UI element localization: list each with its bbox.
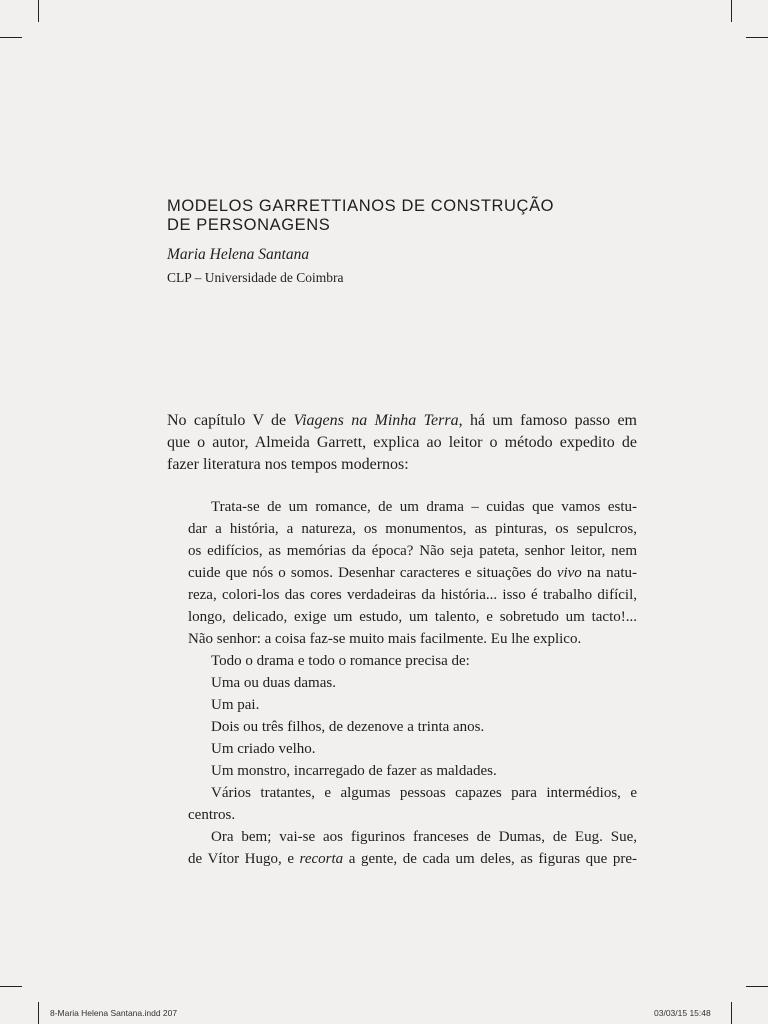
- crop-mark: [731, 0, 732, 22]
- crop-mark: [0, 986, 22, 987]
- text-span: na natu-: [581, 565, 637, 581]
- book-title: Viagens na Minha Terra: [293, 412, 459, 429]
- quote-line: Dois ou três filhos, de dezenove a trinta anos.: [211, 719, 485, 735]
- emphasis: recorta: [299, 851, 344, 867]
- body-line: [167, 411, 637, 431]
- text-span: a gente, de cada um deles, as figuras que pre-: [343, 851, 637, 867]
- quote-line: longo, delicado, exige um estudo, um talento, e sobretudo um tacto!...: [188, 609, 637, 625]
- title-line: DE PERSONAGENS: [167, 216, 331, 234]
- quote-line: centros.: [188, 807, 236, 823]
- text-span: , há um famoso passo em: [458, 412, 638, 429]
- crop-mark: [746, 986, 768, 987]
- author-name: Maria Helena Santana: [167, 246, 310, 263]
- text-span: No capítulo V de: [167, 412, 294, 429]
- title-line: MODELOS GARRETTIANOS DE CONSTRUÇÃO: [167, 197, 555, 215]
- quote-line: Uma ou duas damas.: [211, 675, 336, 691]
- emphasis: vivo: [556, 565, 582, 581]
- article-title: [167, 197, 637, 235]
- quote-line: dar a história, a natureza, os monumentos, as pinturas, os sepulcros,: [188, 521, 637, 537]
- quote-line: os edifícios, as memórias da época? Não seja pateta, senhor leitor, nem: [188, 543, 637, 559]
- crop-mark: [731, 1002, 732, 1024]
- body-line: fazer literatura nos tempos modernos:: [167, 456, 409, 473]
- quote-line: Ora bem; vai-se aos figurinos franceses de Dumas, de Eug. Sue,: [211, 829, 637, 845]
- quote-line: Um monstro, incarregado de fazer as maldades.: [211, 763, 497, 779]
- quote-line: reza, colori-los das cores verdadeiras da história... isso é trabalho difícil,: [188, 587, 637, 603]
- footer-file-info: 8-Maria Helena Santana.indd 207: [50, 1008, 178, 1018]
- quote-line: [188, 849, 637, 869]
- crop-mark: [746, 37, 768, 38]
- footer-datetime: 03/03/15 15:48: [654, 1008, 711, 1018]
- text-span: de Vítor Hugo, e: [188, 851, 300, 867]
- quote-line: Todo o drama e todo o romance precisa de:: [211, 653, 470, 669]
- crop-mark: [38, 0, 39, 22]
- crop-mark: [0, 37, 22, 38]
- author-affiliation: CLP – Universidade de Coimbra: [167, 270, 344, 285]
- text-span: cuide que nós o somos. Desenhar caracteres e situações do: [188, 565, 557, 581]
- quote-line: [188, 563, 637, 583]
- quote-line: Um criado velho.: [211, 741, 316, 757]
- quote-line: Trata-se de um romance, de um drama – cuidas que vamos estu-: [211, 499, 637, 515]
- quote-line: Um pai.: [211, 697, 260, 713]
- quote-line: Vários tratantes, e algumas pessoas capazes para intermédios, e: [211, 785, 637, 801]
- body-line: que o autor, Almeida Garrett, explica ao leitor o método expedito de: [167, 434, 637, 451]
- quote-line: Não senhor: a coisa faz-se muito mais facilmente. Eu lhe explico.: [188, 631, 582, 647]
- crop-mark: [38, 1002, 39, 1024]
